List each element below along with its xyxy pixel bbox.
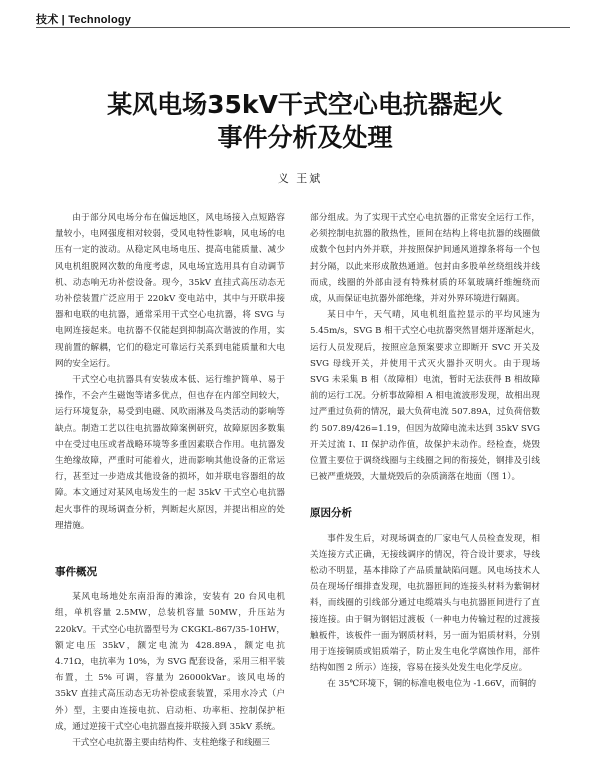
event-paragraph-2: 干式空心电抗器主要由结构件、支柱绝缘子和线圈三 — [72, 738, 270, 749]
article-title-line-2: 事件分析及处理 — [217, 123, 393, 152]
article-title-line-1: 某风电场35kV干式空心电抗器起火 — [107, 90, 503, 119]
analysis-paragraph-2: 在 35℃环境下，铜的标准电极电位为 -1.66V，而铜的 — [327, 679, 537, 690]
intro-paragraph-2: 干式空心电抗器具有安装成本低、运行维护简单、易于操作，不会产生磁饱等诸多优点，但也存在内部空间较大，运行环境复杂，易受到电磁、风吹雨淋及鸟类活动的影响等缺点。制造工艺以往电抗器故障案例研究，故障原因多数集中在受过电压或者战略环境等多重因素联合作用。电抗器发生绝缘故障，严重时可能着火，进而影响其他设备的正常运行，甚至过一步造成其他设备的损坏，如并联电容器组的故障。本文通过对某风电场发生的一起 35kV 干式空心电抗器起火事件的现场调查分析，判断起火原因，并提出相应的处理措施。 — [55, 375, 285, 531]
article-title — [40, 88, 570, 154]
intro-paragraph-1: 由于部分风电场分布在偏远地区，风电场接入点短路容量较小，电网强度相对较弱，受风电特性影响，风电场的电压有一定的波动。从稳定风电场电压、提高电能质量、减少风电机组脱网次数的角度考虑，风电场宜选用具有自动调节机、动态响无功补偿设备。现今，35kV 直挂式高压动态无功补偿装置广泛应用于 220kV 变电站中，其中与开联串接器和电联的电抗器，通常采用干式空心电抗器，将 SVG 与电网连接起来。电抗器不仅能起到抑制高次谐波的作用，实现前置的解耦，它们的稳定可靠运行关系到电能质量和大电网的安全运行。 — [55, 213, 285, 369]
article-authors: 义 王斌 — [277, 172, 323, 185]
left-column — [55, 210, 285, 751]
structure-paragraph: 部分组成。为了实现干式空心电抗器的正常安全运行工作，必须控制电抗器的散热性，匝间在结构上将电抗器的线圈做成数个包封内外并联，并按照保护间通风道撑条将每一个包封分隔，以此来形成散热通道。包封由多股单丝绕组线并线而成，线圈的外部由浸有特殊材质的环氧玻璃纤维缠绕而成，从而保证电抗器外部绝缘，并对外界环境进行隔离。 — [310, 213, 540, 305]
right-column — [310, 210, 540, 693]
analysis-paragraph-1: 事件发生后，对现场调查的厂家电气人员检查发现，相关连接方式正确，无接线调序的情况，符合设计要求，导线松动不明显，基本排除了产品质量缺陷问题。风电场技术人员在现场仔细排查发现，电抗器匝间的连接头材料为紫铜材料，而线圈的引线部分通过电缆端头与电抗器匝间进行了直接连接。由于铜为钢铝过渡板（一种电力传输过程的过渡接触板件，该板件一面为钢质材料，另一面为铝质材料，分别用于连接铜质或铝质端子，防止发生电化学腐蚀作用，部件结构如图 2 所示）连接，容易在接头处发生电化学反应。 — [310, 533, 540, 674]
section-header: 技术 | Technology — [36, 14, 132, 26]
section-heading-analysis: 原因分析 — [310, 507, 352, 520]
incident-paragraph: 某日中午，天气晴，风电机组监控显示的平均风速为 5.45m/s，SVG B 相干式空心电抗器突然冒烟并逐渐起火，运行人员发现后，按照应急预案要求立即断开 SVC 开关及 SVG 母线开关，并使用干式灭火器扑灭明火。由于现场 SVG 未采集 B 相（故障相）电流，暂时无法获得 B 相故障前的运行工况。分析事故障相 A 相电流波形发现，故相出现过严重过负荷的情况，最大负荷电流 507.89A，过负荷倍数约 507.89/426=1.19，但因为故障电流未达到 35kV SVG 开关过流 I、II 保护动作值，故保护未动作。经检查，烧毁位置主要位于调绕线圈与主线圈之间的衔接处，钢排及引线已被严重烧毁，大量烧毁后的杂质滴落在地面（图 1）。 — [310, 310, 540, 483]
header-divider — [36, 27, 570, 28]
event-paragraph-1: 某风电场地处东南沿海的滩涂，安装有 20 台风电机组，单机容量 2.5MW，总装机容量 50MW，升压站为 220kV。干式空心电抗器型号为 CKGKL-867/35-10HW，额定电压 35kV，额定电流为 428.89A，额定电抗 4.71Ω，电抗率为 10%，为 SVG 配套设备，采用三相平装布置，土 5% 可调，容量为 26000kVar。该风电场的 35kV 直挂式高压动态无功补偿成套装置，采用水冷式（户外）型，主要由连接电抗、启动柜、功率柜、控制保护柜成，通过逆接干式空心电抗器直接并联接入到 35kV 系统。 — [55, 592, 285, 732]
section-heading-event: 事件概况 — [55, 566, 97, 579]
